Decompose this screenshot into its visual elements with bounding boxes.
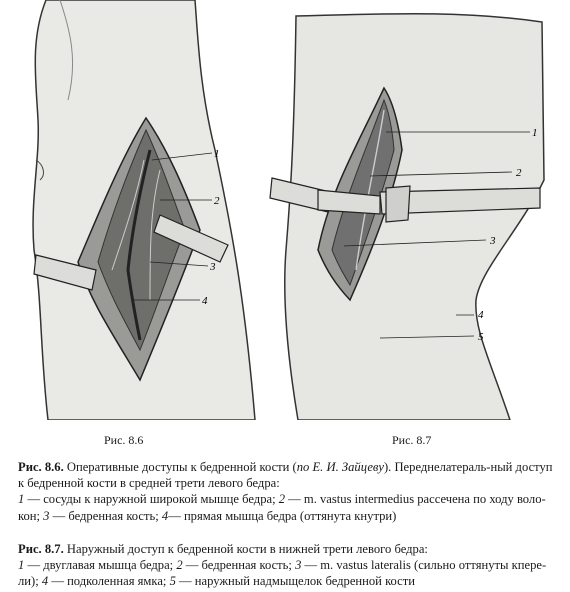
fig87-item-num: 3 [295,558,302,573]
fig87-legend-heading: Наружный доступ к бедренной кости в нижней трети левого бедра: [63,542,428,556]
fig86-legend-heading: Оперативные доступы к бедренной кости ( [63,460,297,474]
fig86-callout-4: 4 [202,295,208,307]
fig86-caption: Рис. 8.6 [104,433,144,447]
fig87-item-text: — наружный надмыщелок бедренной кости [175,574,415,589]
fig87-item-num: 5 [169,574,176,589]
fig87-item-num: 1 [18,558,25,573]
fig87-item-num: 4 [41,574,49,589]
fig86-callout-2: 2 [214,195,220,207]
fig87-callout-3: 3 [490,235,496,247]
fig86-item-text: — m. vastus intermedius рассечена по ходу воло-кон; [18,492,546,523]
fig87-caption: Рис. 8.7 [392,433,432,447]
fig86-callout-1: 1 [214,148,220,160]
fig87-item-text: — m. vastus lateralis (сильно оттянуты кпере-ли); [18,558,547,589]
fig87-callout-4: 4 [478,309,484,321]
fig87-item-num: 2 [176,558,183,573]
fig86-legend [18,459,558,524]
fig87-legend [18,541,558,590]
fig87-knee-drawing [270,14,544,420]
fig86-callout-3: 3 [210,261,216,273]
fig86-legend-author: по Е. И. Зайцеву [296,460,384,474]
fig87-legend-title: Рис. 8.7. [18,542,64,556]
fig87-callout-2: 2 [516,167,522,179]
fig87-item-text: — подколенная ямка; [48,574,170,589]
fig87-item-text: — бедренная кость; [182,558,296,573]
fig86-item-num: 4 [161,508,169,523]
fig86-item-num: 1 [18,492,25,507]
fig86-item-text: — сосуды к наружной широкой мышце бедра; [24,492,279,507]
fig86-thigh-drawing [33,0,255,420]
fig87-callout-1: 1 [532,127,538,139]
fig86-legend-heading-end: ). Переднелатераль-ный доступ к бедренной кости в средней трети левого бедра: [18,460,553,491]
fig87-callout-5: 5 [478,331,484,343]
fig86-item-num: 3 [43,508,50,523]
fig86-legend-title: Рис. 8.6. [18,460,64,474]
fig86-item-text: — прямая мышца бедра (оттянута кнутри) [168,508,397,523]
fig86-item-num: 2 [278,492,286,507]
fig86-item-text: — бедренная кость; [49,508,162,523]
fig87-item-text: — двуглавая мышца бедра; [24,558,177,573]
